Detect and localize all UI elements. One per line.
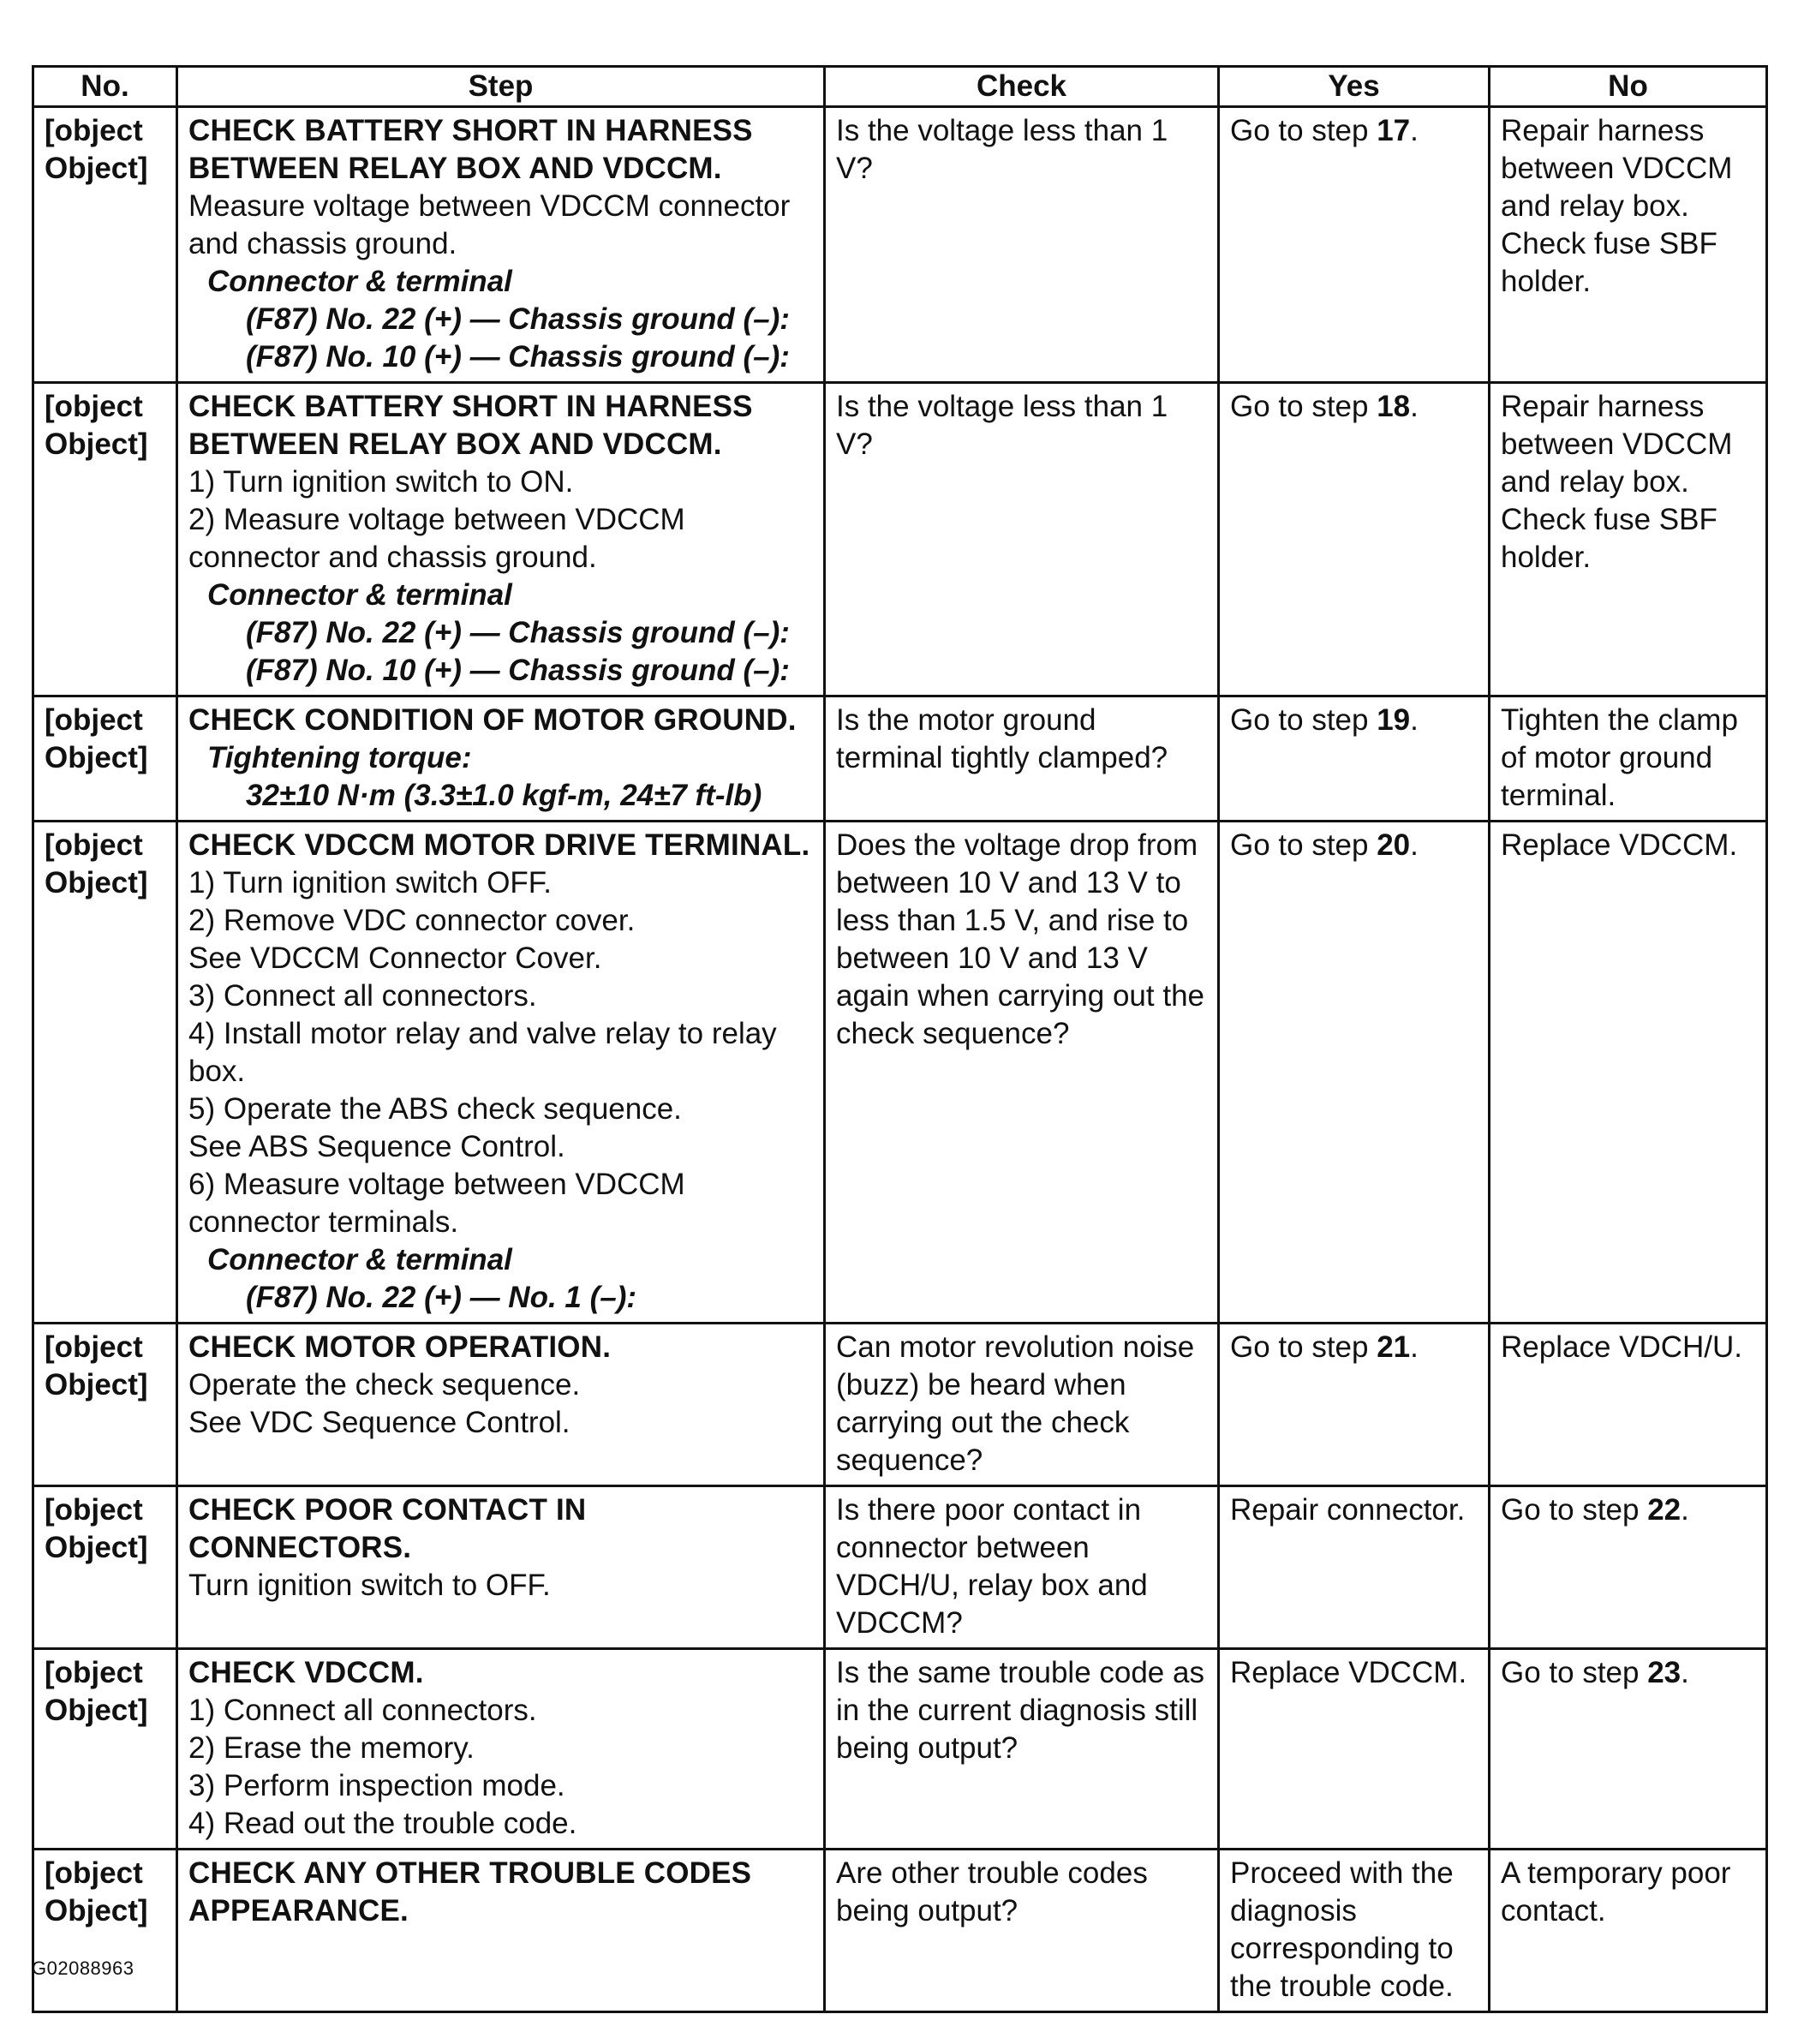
- step-cell: [177, 696, 825, 822]
- yes-text-end: .: [1410, 114, 1419, 147]
- yes-text: Go to step: [1230, 114, 1377, 147]
- step-cell: [177, 1850, 825, 2012]
- step-instruction: See ABS Sequence Control.: [188, 1130, 565, 1163]
- table-row: [33, 1850, 1767, 2012]
- step-instruction: 2) Erase the memory.: [188, 1731, 475, 1765]
- yes-text: Proceed with the diagnosis corresponding to the trouble code.: [1230, 1856, 1454, 2003]
- step-title: CHECK VDCCM MOTOR DRIVE TERMINAL.: [188, 828, 810, 862]
- no-text-end: .: [1681, 1493, 1689, 1527]
- step-instruction: 4) Read out the trouble code.: [188, 1807, 577, 1840]
- step-number: [object Object]: [33, 696, 177, 822]
- check-cell: Are other trouble codes being output?: [825, 1850, 1219, 2012]
- table-row: [33, 1324, 1767, 1486]
- step-cell: [177, 1486, 825, 1649]
- next-step-ref: 23: [1647, 1656, 1682, 1689]
- step-number: [object Object]: [33, 107, 177, 383]
- step-instruction: 2) Measure voltage between VDCCM connector and chassis ground.: [188, 503, 685, 574]
- step-instruction: 2) Remove VDC connector cover.: [188, 904, 636, 937]
- spec-value: (F87) No. 22 (+) — Chassis ground (–):: [246, 302, 790, 336]
- table-row: [33, 107, 1767, 383]
- no-text-end: .: [1681, 1656, 1689, 1689]
- table-row: [33, 1486, 1767, 1649]
- no-cell: [1490, 107, 1767, 383]
- table-row: [33, 696, 1767, 822]
- yes-text: Go to step: [1230, 1330, 1377, 1364]
- spec-value: 32±10 N·m (3.3±1.0 kgf-m, 24±7 ft-lb): [246, 779, 762, 812]
- step-cell: [177, 383, 825, 696]
- table-row: [33, 822, 1767, 1324]
- step-number: [object Object]: [33, 1324, 177, 1486]
- step-instruction: 3) Connect all connectors.: [188, 979, 537, 1013]
- step-title: CHECK BATTERY SHORT IN HARNESS BETWEEN RELAY BOX AND VDCCM.: [188, 390, 753, 461]
- step-number: [object Object]: [33, 1850, 177, 2012]
- header-yes: Yes: [1219, 67, 1490, 107]
- step-instruction: Operate the check sequence.: [188, 1368, 581, 1402]
- spec-label: Tightening torque:: [207, 741, 472, 774]
- no-cell: [1490, 1649, 1767, 1850]
- spec-value: (F87) No. 22 (+) — Chassis ground (–):: [246, 616, 790, 649]
- no-text: Go to step: [1501, 1493, 1648, 1527]
- spec-label: Connector & terminal: [207, 578, 512, 612]
- next-step-ref: 21: [1377, 1330, 1411, 1364]
- step-instruction: 4) Install motor relay and valve relay to relay box.: [188, 1017, 777, 1088]
- yes-text: Repair connector.: [1230, 1493, 1466, 1527]
- step-title: CHECK BATTERY SHORT IN HARNESS BETWEEN RELAY BOX AND VDCCM.: [188, 114, 753, 185]
- spec-value: (F87) No. 10 (+) — Chassis ground (–):: [246, 654, 790, 687]
- yes-cell: [1219, 1324, 1490, 1486]
- header-check: Check: [825, 67, 1219, 107]
- step-instruction: See VDCCM Connector Cover.: [188, 941, 602, 975]
- yes-text-end: .: [1410, 703, 1419, 737]
- step-cell: [177, 1649, 825, 1850]
- no-cell: [1490, 1486, 1767, 1649]
- check-cell: Is there poor contact in connector between VDCH/U, relay box and VDCCM?: [825, 1486, 1219, 1649]
- no-text: Repair harness between VDCCM and relay box. Check fuse SBF holder.: [1501, 390, 1733, 574]
- yes-text: Go to step: [1230, 828, 1377, 862]
- no-cell: [1490, 1324, 1767, 1486]
- spec-value: (F87) No. 10 (+) — Chassis ground (–):: [246, 340, 790, 374]
- no-cell: [1490, 696, 1767, 822]
- header-row: [33, 67, 1767, 107]
- step-title: CHECK ANY OTHER TROUBLE CODES APPEARANCE.: [188, 1856, 752, 1927]
- no-text: Replace VDCH/U.: [1501, 1330, 1743, 1364]
- table-row: [33, 1649, 1767, 1850]
- yes-cell: [1219, 696, 1490, 822]
- yes-text-end: .: [1410, 1330, 1419, 1364]
- next-step-ref: 17: [1377, 114, 1411, 147]
- spec-value: (F87) No. 22 (+) — No. 1 (–):: [246, 1281, 637, 1314]
- next-step-ref: 18: [1377, 390, 1411, 423]
- no-cell: [1490, 383, 1767, 696]
- no-cell: [1490, 1850, 1767, 2012]
- step-title: CHECK POOR CONTACT IN CONNECTORS.: [188, 1493, 587, 1564]
- check-cell: Is the voltage less than 1 V?: [825, 383, 1219, 696]
- yes-text-end: .: [1410, 828, 1419, 862]
- spec-label: Connector & terminal: [207, 265, 512, 298]
- step-instruction: 1) Turn ignition switch OFF.: [188, 866, 553, 899]
- yes-text: Go to step: [1230, 703, 1377, 737]
- table-row: [33, 383, 1767, 696]
- no-text: Tighten the clamp of motor ground terminal.: [1501, 703, 1738, 812]
- step-instruction: Measure voltage between VDCCM connector and chassis ground.: [188, 189, 791, 260]
- step-instruction: 3) Perform inspection mode.: [188, 1769, 565, 1802]
- yes-text: Go to step: [1230, 390, 1377, 423]
- step-number: [object Object]: [33, 383, 177, 696]
- step-instruction: 5) Operate the ABS check sequence.: [188, 1092, 682, 1126]
- no-text: Repair harness between VDCCM and relay box. Check fuse SBF holder.: [1501, 114, 1733, 298]
- yes-cell: [1219, 107, 1490, 383]
- step-cell: [177, 1324, 825, 1486]
- yes-cell: [1219, 383, 1490, 696]
- spec-label: Connector & terminal: [207, 1243, 512, 1276]
- check-cell: Is the same trouble code as in the current diagnosis still being output?: [825, 1649, 1219, 1850]
- next-step-ref: 22: [1647, 1493, 1682, 1527]
- header-step: Step: [177, 67, 825, 107]
- yes-text-end: .: [1410, 390, 1419, 423]
- step-instruction: 1) Turn ignition switch to ON.: [188, 465, 574, 499]
- step-instruction: 1) Connect all connectors.: [188, 1694, 537, 1727]
- step-title: CHECK CONDITION OF MOTOR GROUND.: [188, 703, 797, 737]
- check-cell: Is the motor ground terminal tightly clamped?: [825, 696, 1219, 822]
- step-number: [object Object]: [33, 1486, 177, 1649]
- no-text: A temporary poor contact.: [1501, 1856, 1731, 1927]
- header-no-col: No: [1490, 67, 1767, 107]
- step-cell: [177, 822, 825, 1324]
- step-number: [object Object]: [33, 1649, 177, 1850]
- no-text: Go to step: [1501, 1656, 1648, 1689]
- check-cell: Does the voltage drop from between 10 V and 13 V to less than 1.5 V, and rise to between 10 V and 13 V again when carrying out the check sequence?: [825, 822, 1219, 1324]
- step-title: CHECK VDCCM.: [188, 1656, 424, 1689]
- header-no: No.: [33, 67, 177, 107]
- yes-cell: [1219, 1850, 1490, 2012]
- step-instruction: 6) Measure voltage between VDCCM connector terminals.: [188, 1168, 685, 1239]
- step-cell: [177, 107, 825, 383]
- step-number: [object Object]: [33, 822, 177, 1324]
- table-body: [33, 107, 1767, 2012]
- no-text: Replace VDCCM.: [1501, 828, 1738, 862]
- figure-id: G02088963: [32, 1957, 134, 1979]
- step-instruction: See VDC Sequence Control.: [188, 1406, 570, 1439]
- yes-cell: [1219, 822, 1490, 1324]
- next-step-ref: 20: [1377, 828, 1411, 862]
- check-cell: Is the voltage less than 1 V?: [825, 107, 1219, 383]
- yes-cell: [1219, 1649, 1490, 1850]
- step-title: CHECK MOTOR OPERATION.: [188, 1330, 612, 1364]
- check-cell: Can motor revolution noise (buzz) be heard when carrying out the check sequence?: [825, 1324, 1219, 1486]
- step-instruction: Turn ignition switch to OFF.: [188, 1569, 551, 1602]
- next-step-ref: 19: [1377, 703, 1411, 737]
- yes-cell: [1219, 1486, 1490, 1649]
- no-cell: [1490, 822, 1767, 1324]
- yes-text: Replace VDCCM.: [1230, 1656, 1467, 1689]
- diagnosis-table: [32, 65, 1768, 2013]
